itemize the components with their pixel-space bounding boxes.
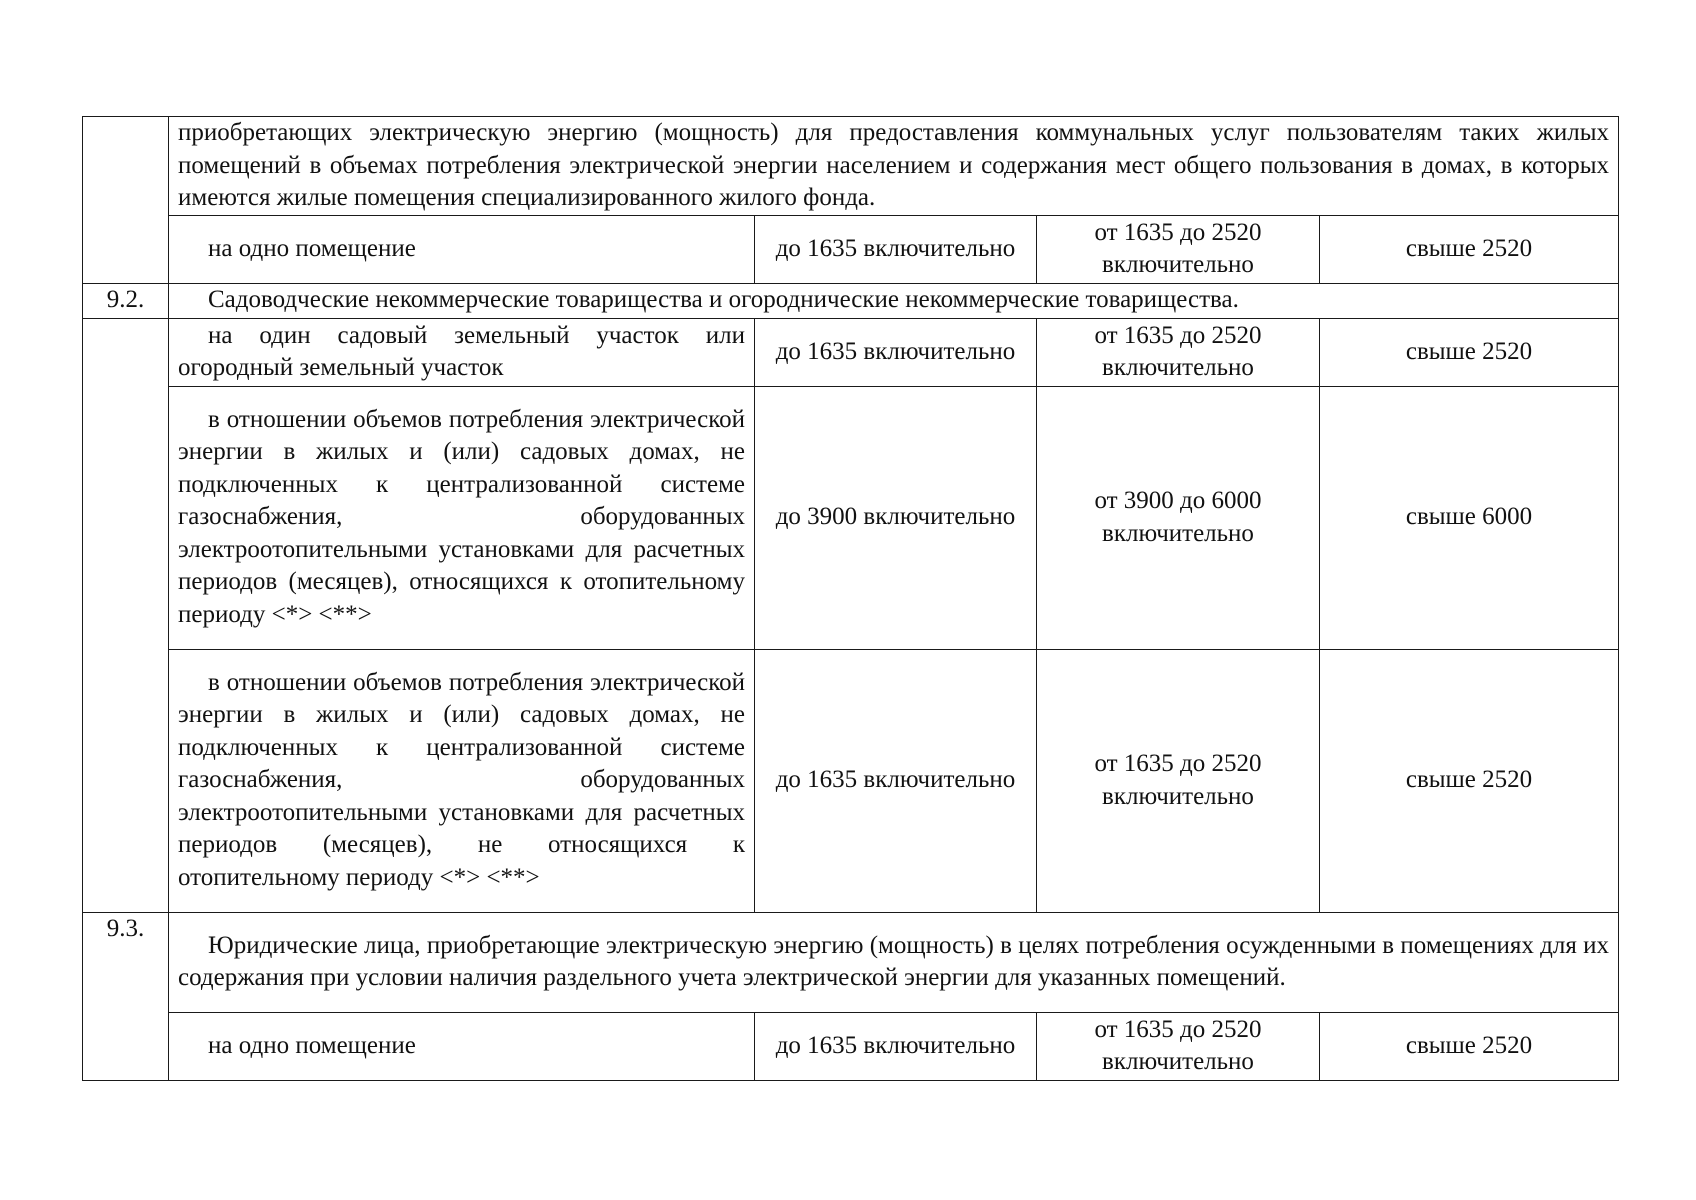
range-high-cell: свыше 2520 (1320, 318, 1619, 386)
table-row (83, 215, 1619, 283)
table-row (83, 386, 1619, 649)
range-high-cell: свыше 2520 (1320, 1012, 1619, 1080)
range-high-cell: свыше 6000 (1320, 386, 1619, 649)
row-label: на один садовый земельный участок или огородный земельный участок (169, 318, 755, 386)
row-label: в отношении объемов потребления электрической энергии в жилых и (или) садовых домах, не подключенных к централизованной системе газоснабжения, оборудованных электроотопительными установками для расчетных периодов (месяцев), относящихся к отопительному периоду <*> <**> (169, 386, 755, 649)
range-low-cell: до 1635 включительно (755, 649, 1037, 912)
row-label: на одно помещение (169, 1012, 755, 1080)
table-row (83, 1012, 1619, 1080)
table-row (83, 649, 1619, 912)
range-low-cell: до 1635 включительно (755, 1012, 1037, 1080)
row-label: в отношении объемов потребления электрической энергии в жилых и (или) садовых домах, не подключенных к централизованной системе газоснабжения, оборудованных электроотопительными установками для расчетных периодов (месяцев), не относящихся к отопительному периоду <*> <**> (169, 649, 755, 912)
range-mid-cell: от 1635 до 2520 включительно (1037, 1012, 1320, 1080)
row-number-cell (83, 318, 169, 912)
range-low-cell: до 1635 включительно (755, 318, 1037, 386)
range-low-cell: до 3900 включительно (755, 386, 1037, 649)
section-title: Садоводческие некоммерческие товарищества и огороднические некоммерческие товарищества. (169, 283, 1619, 318)
section-row (83, 912, 1619, 1012)
range-mid-cell: от 3900 до 6000 включительно (1037, 386, 1320, 649)
range-high-cell: свыше 2520 (1320, 649, 1619, 912)
intro-text-cell: приобретающих электрическую энергию (мощность) для предоставления коммунальных услуг пользователям таких жилых помещений в объемах потребления электрической энергии населением и содержания мест общего пользования в домах, в которых имеются жилые помещения специализированного жилого фонда. (169, 117, 1619, 216)
range-mid-cell: от 1635 до 2520 включительно (1037, 215, 1320, 283)
range-low-cell: до 1635 включительно (755, 215, 1037, 283)
row-number-cell (83, 117, 169, 284)
section-title: Юридические лица, приобретающие электрическую энергию (мощность) в целях потребления осужденными в помещениях для их содержания при условии наличия раздельного учета электрической энергии для указанных помещений. (169, 912, 1619, 1012)
range-mid-cell: от 1635 до 2520 включительно (1037, 318, 1320, 386)
section-number: 9.2. (83, 283, 169, 318)
row-label: на одно помещение (169, 215, 755, 283)
table-row (83, 318, 1619, 386)
table-row (83, 117, 1619, 216)
range-mid-cell: от 1635 до 2520 включительно (1037, 649, 1320, 912)
section-row (83, 283, 1619, 318)
tariff-table (82, 116, 1619, 1081)
section-number: 9.3. (83, 912, 169, 1080)
range-high-cell: свыше 2520 (1320, 215, 1619, 283)
